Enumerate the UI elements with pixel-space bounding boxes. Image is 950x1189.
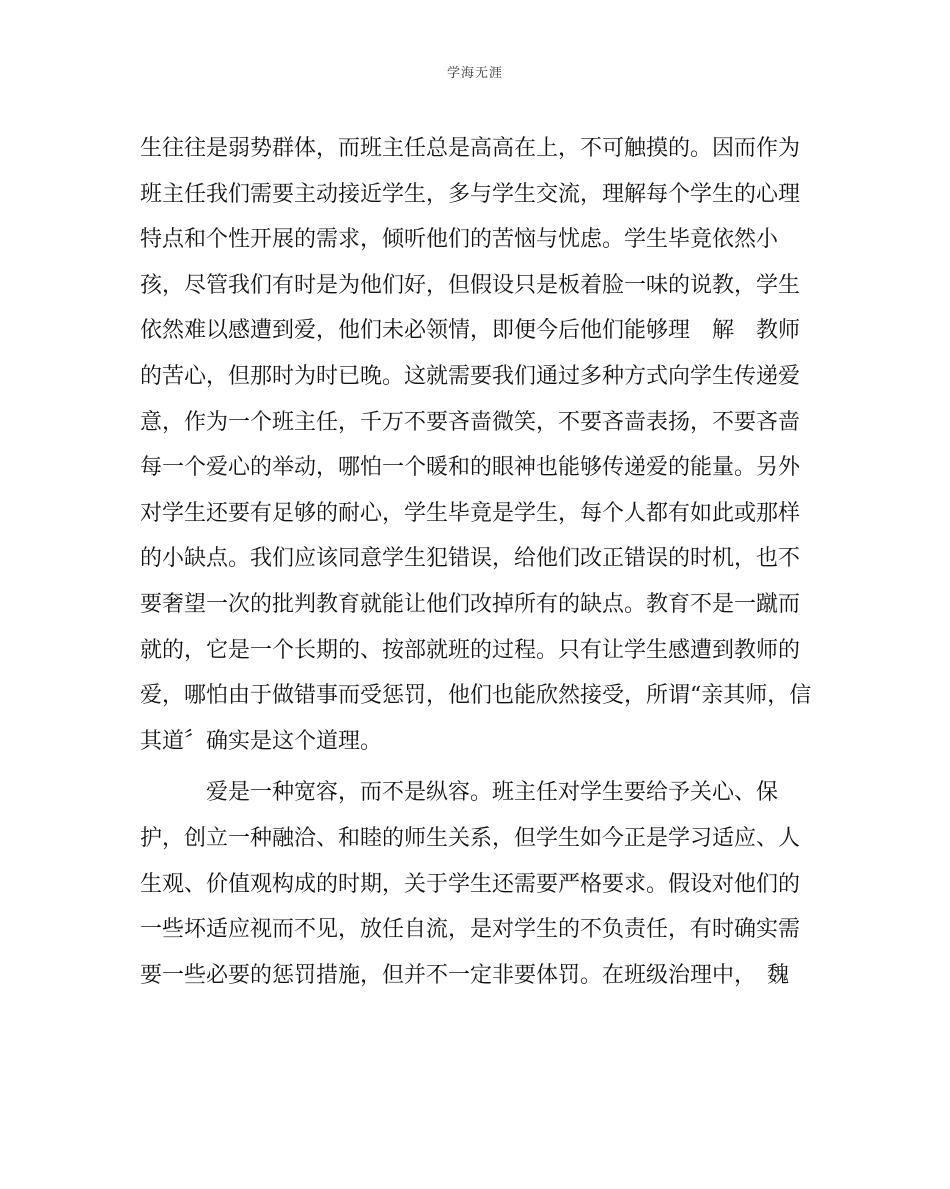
text-line: 生观、价值观构成的时期，关于学生还需要严格要求。假设对他们的: [140, 871, 801, 897]
document-body: [140, 126, 810, 998]
text-line: 护，创立一种融洽、和睦的师生关系，但学生如今正是学习适应、人: [140, 825, 801, 851]
text-line: 就的，它是一个长期的、按部就班的过程。只有让学生感遭到教师的: [140, 637, 801, 663]
text-line: 孩，尽管我们有时是为他们好，但假设只是板着脸一味的说教，学生: [140, 272, 801, 298]
page-header: 学海无涯: [446, 66, 503, 81]
text-line: 依然难以感遭到爱，他们未必领情，即便今后他们能够理 解 教师: [140, 318, 801, 344]
text-line: 意，作为一个班主任，千万不要吝啬微笑，不要吝啬表扬，不要吝啬: [140, 409, 801, 435]
text-line: 对学生还要有足够的耐心，学生毕竟是学生，每个人都有如此或那样: [140, 500, 801, 526]
text-line: 爱是一种宽容，而不是纵容。班主任对学生要给予关心、保: [140, 780, 779, 806]
text-line: 每一个爱心的举动，哪怕一个暖和的眼神也能够传递爱的能量。另外: [140, 455, 801, 481]
paragraph-2: [140, 770, 810, 998]
text-line: 要奢望一次的批判教育就能让他们改掉所有的缺点。教育不是一蹴而: [140, 591, 801, 617]
paragraph-1: [140, 126, 810, 764]
text-line: 一些坏适应视而不见，放任自流，是对学生的不负责任，有时确实需: [140, 917, 801, 943]
text-line: 班主任我们需要主动接近学生，多与学生交流，理解每个学生的心理: [140, 181, 801, 207]
text-line: 其道〞确实是这个道理。: [140, 728, 383, 754]
text-line: 要一些必要的惩罚措施，但并不一定非要体罚。在班级治理中， 魏: [140, 962, 790, 988]
text-line: 爱，哪怕由于做错事而受惩罚，他们也能欣然接受，所谓“亲其师，信: [140, 683, 812, 709]
text-line: 特点和个性开展的需求，倾听他们的苦恼与忧虑。学生毕竟依然小: [140, 227, 779, 253]
text-line: 的小缺点。我们应该同意学生犯错误，给他们改正错误的时机，也不: [140, 546, 801, 572]
text-line: 生往往是弱势群体，而班主任总是高高在上，不可触摸的。因而作为: [140, 136, 801, 161]
text-line: 的苦心，但那时为时已晚。这就需要我们通过多种方式向学生传递爱: [140, 363, 801, 389]
